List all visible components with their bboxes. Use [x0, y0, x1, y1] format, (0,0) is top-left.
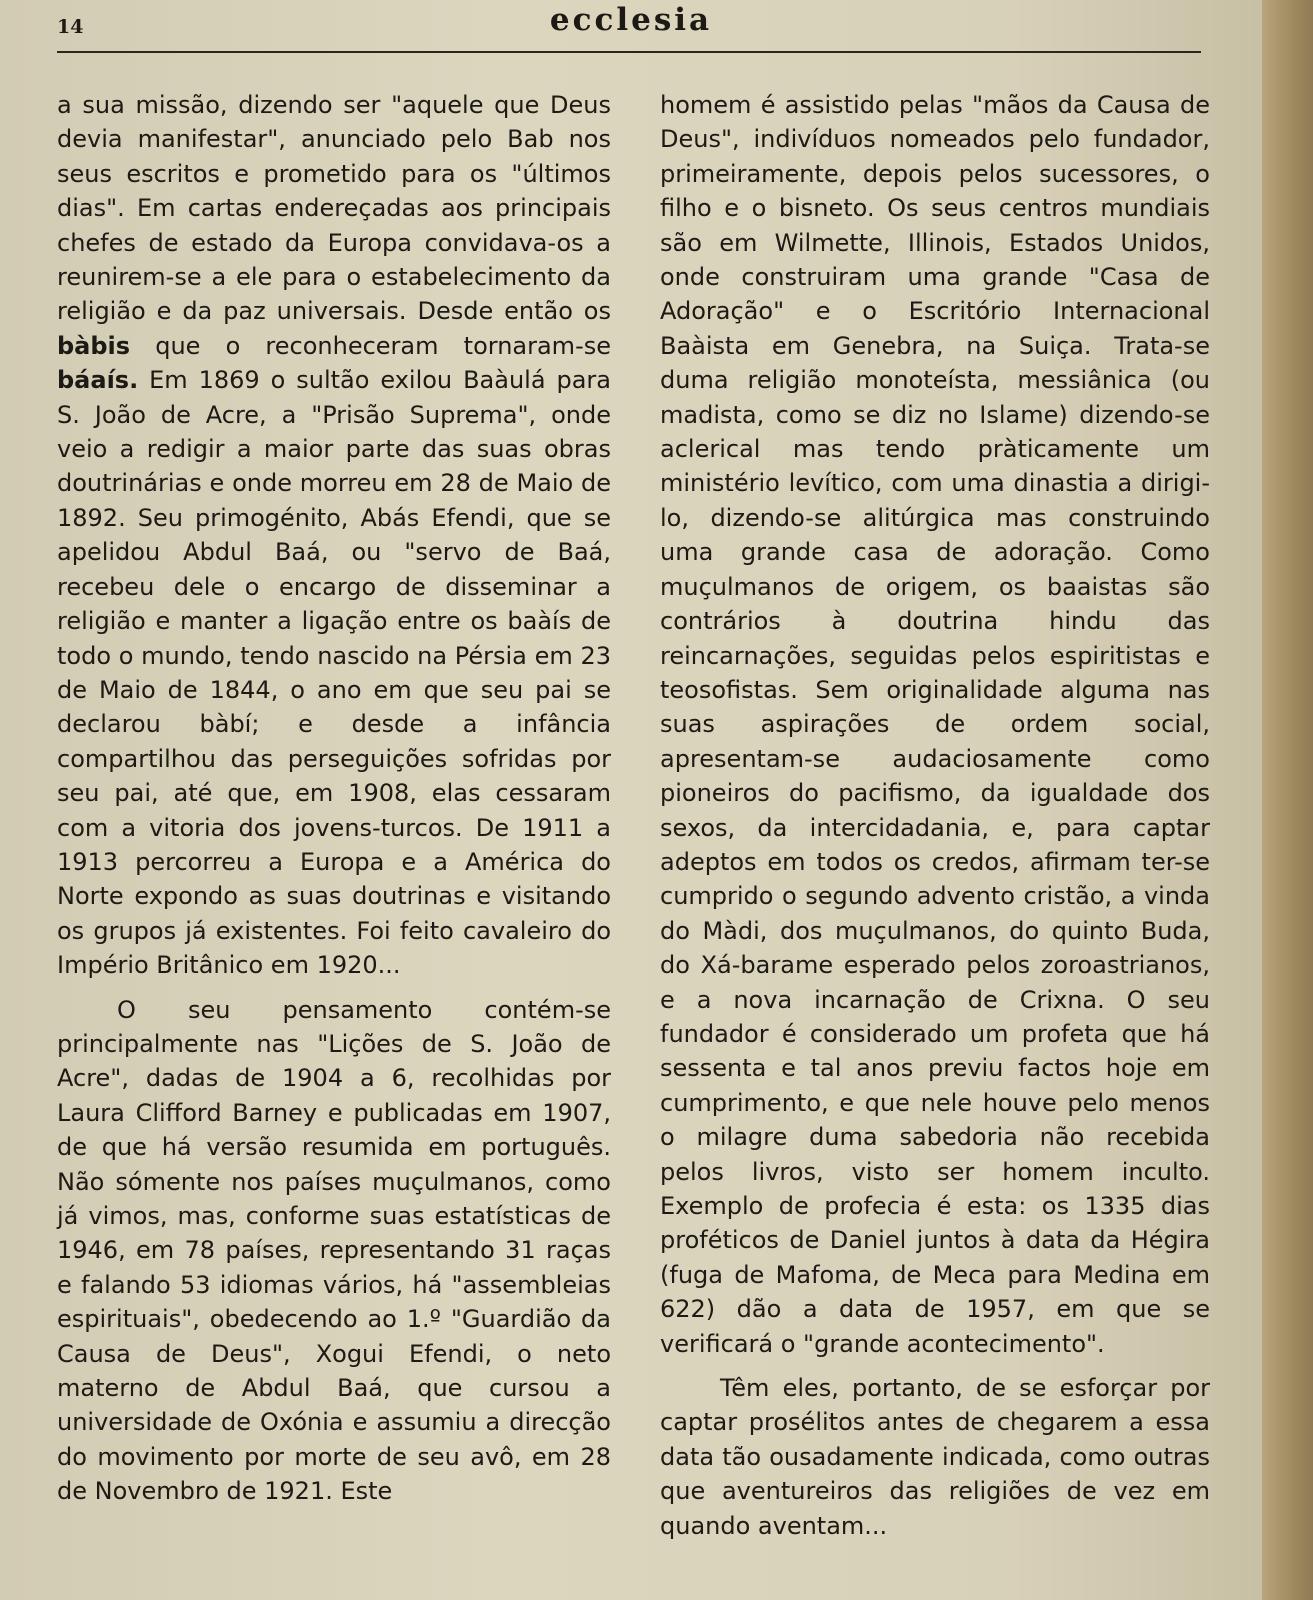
running-head [0, 0, 1262, 55]
right-paragraph-1: homem é assistido pelas "mãos da Causa de Deus", indivíduos nomeados pelo fundador, primeiramente, depois pelos sucessores, o filho e o bisneto. Os seus centros mundiais são em Wilmette, Illinois, Estados Unidos, onde construiram uma grande "Casa de Adoração" e o Escritório Internacional Baàista em Genebra, na Suiça. Trata-se duma religião monoteísta, messiânica (ou madista, como se diz no Islame) dizendo-se aclerical mas tendo pràticamente um ministério levítico, com uma dinastia a dirigi-lo, dizendo-se alitúrgica mas construindo uma grande casa de adoração. Como muçulmanos de origem, os baaistas são contrários à doutrina hindu das reincarnações, seguidas pelos espiritistas e teosofistas. Sem originalidade alguma nas suas aspirações de ordem social, apresentam-se audaciosamente como pioneiros do pacifismo, da igualdade dos sexos, da intercidadania, e, para captar adeptos em todos os credos, afirmam ter-se cumprido o segundo advento cristão, a vinda do Màdi, dos muçulmanos, do quinto Buda, do Xá-barame esperado pelos zoroastrianos, e a nova incarnação de Crixna. O seu fundador é considerado um profeta que há sessenta e tal anos previu factos hoje em cumprimento, e que nele houve pelo menos o milagre duma sabedoria não recebida pelos livros, visto ser homem inculto. Exemplo de profecia é esta: os 1335 dias proféticos de Daniel juntos à data da Hégira (fuga de Mafoma, de Meca para Medina em 622) dão a data de 1957, em que se verificará o "grande acontecimento". [660, 91, 1210, 1358]
left-column [57, 88, 611, 1509]
page-number: 14 [57, 16, 84, 38]
left-paragraph-2: O seu pensamento contém-se principalmente nas "Lições de S. João de Acre", dadas de 1904 a 6, recolhidas por Laura Clifford Barney e publicadas em 1907, de que há versão resumida em português. Não sómente nos países muçulmanos, como já vimos, mas, conforme suas estatísticas de 1946, em 78 países, representando 31 raças e falando 53 idiomas vários, há "assembleias espirituais", obedecendo ao 1.º "Guardião da Causa de Deus", Xogui Efendi, o neto materno de Abdul Baá, que cursou a universidade de Oxónia e assumiu a direcção do movimento por morte de seu avô, em 28 de Novembro de 1921. Este [57, 995, 611, 1506]
left-p1-text-c: Em 1869 o sultão exilou Baàulá para S. João de Acre, a "Prisão Suprema", onde veio a redigir a maior parte das suas obras doutrinárias e onde morreu em 28 de Maio de 1892. Seu primogénito, Abás Efendi, que se apelidou Abdul Baá, ou "servo de Baá, recebeu dele o encargo de disseminar a religião e manter a ligação entre os baàís de todo o mundo, tendo nascido na Pérsia em 23 de Maio de 1844, o ano em que seu pai se declarou bàbí; e desde a infância compartilhou das perseguições sofridas por seu pai, até que, em 1908, elas cessaram com a vitoria dos jovens-turcos. De 1911 a 1913 percorreu a Europa e a América do Norte expondo as suas doutrinas e visitando os grupos já existentes. Foi feito cavaleiro do Império Britânico em 1920... [57, 366, 611, 980]
left-paragraph-1 [57, 88, 611, 983]
page-edge [1262, 0, 1313, 1600]
left-p1-bold-babis: bàbis [57, 331, 131, 360]
left-p1-text-a: a sua missão, dizendo ser "aquele que Deus devia manifestar", anunciado pelo Bab nos seus escritos e prometido para os "últimos dias". Em cartas endereçadas aos principais chefes de estado da Europa convidava-os a reunirem-se a ele para o estabelecimento da religião e da paz universais. Desde então os [57, 91, 611, 326]
journal-title: ecclesia [549, 2, 713, 38]
right-column [660, 88, 1210, 1543]
left-p1-text-b: que o reconheceram tornaram-se [130, 331, 611, 360]
left-p1-bold-baais: báaís. [57, 366, 139, 395]
right-paragraph-2: Têm eles, portanto, de se esforçar por captar prosélitos antes de chegarem a essa data tão ousadamente indicada, como outras que aventureiros das religiões de vez em quando aventam... [660, 1374, 1210, 1540]
header-rule [57, 51, 1201, 53]
